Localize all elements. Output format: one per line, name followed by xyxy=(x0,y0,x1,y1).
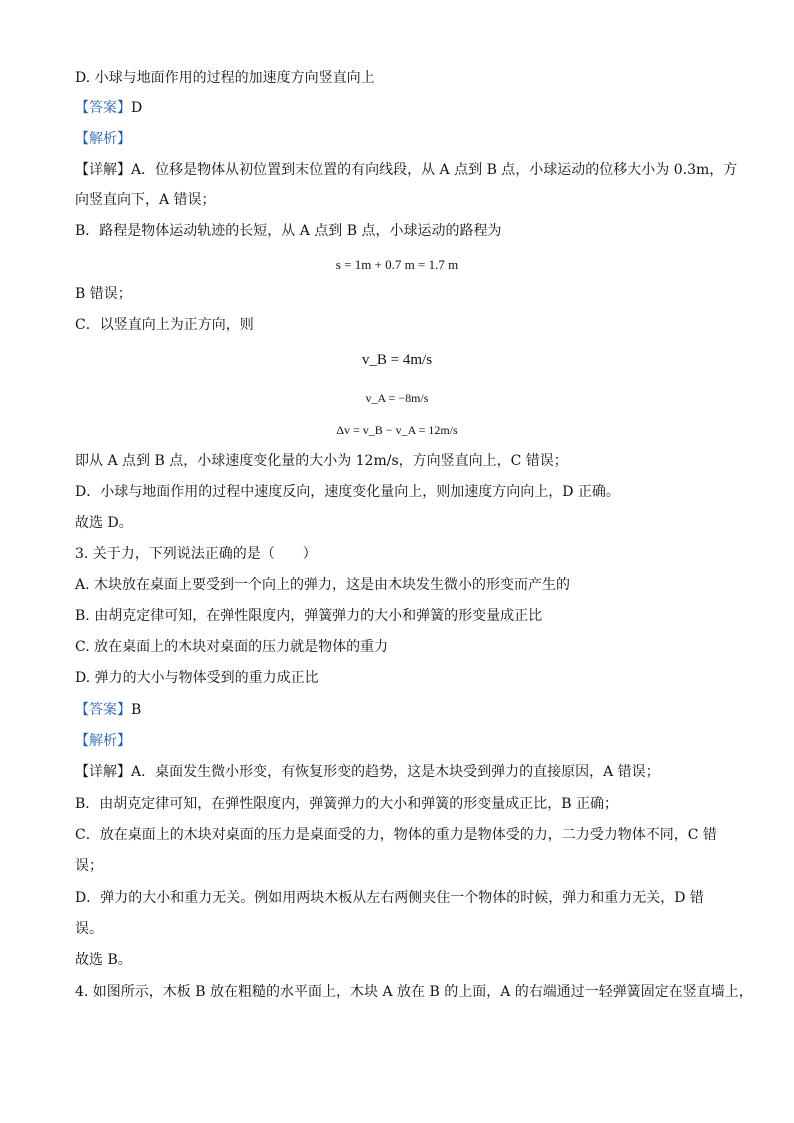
q2-detail-c-line1: C．以竖直向上为正方向，则 xyxy=(75,317,254,333)
detail-tag: 【详解】 xyxy=(75,162,131,178)
q3-detail-b: B．由胡克定律可知，在弹性限度内，弹簧弹力的大小和弹簧的形变量成正比，B 正确； xyxy=(75,796,619,812)
q3-option-c: C. 放在桌面上的木块对桌面的压力就是物体的重力 xyxy=(75,639,389,655)
q3-detail-d-line2: 误。 xyxy=(75,921,103,937)
q2-equation-vb: v_B = 4m/s xyxy=(361,352,433,368)
q3-option-d: D. 弹力的大小与物体受到的重力成正比 xyxy=(75,670,319,686)
q3-conclusion: 故选 B。 xyxy=(75,952,132,968)
q3-detail-a xyxy=(75,762,734,782)
q2-equation-dv: Δv = v_B − v_A = 12m/s xyxy=(336,423,458,437)
q2-detail-c-line2: 即从 A 点到 B 点，小球速度变化量的大小为 12m/s，方向竖直向上，C 错误； xyxy=(75,453,568,469)
detail-a-text: A．桌面发生微小形变，有恢复形变的趋势，这是木块受到弹力的直接原因，A 错误； xyxy=(131,764,660,780)
q3-answer xyxy=(75,700,734,720)
answer-value: D xyxy=(131,100,143,116)
q3-analysis-tag: 【解析】 xyxy=(75,733,131,749)
answer-tag: 【答案】 xyxy=(75,702,131,718)
q2-answer xyxy=(75,98,734,118)
q2-detail-b-line1: B．路程是物体运动轨迹的长短，从 A 点到 B 点，小球运动的路程为 xyxy=(75,223,502,239)
q2-option-d: D. 小球与地面作用的过程的加速度方向竖直向上 xyxy=(75,70,375,86)
q3-option-b: B. 由胡克定律可知，在弹性限度内，弹簧弹力的大小和弹簧的形变量成正比 xyxy=(75,608,543,624)
q2-equation-path: s = 1m + 0.7 m = 1.7 m xyxy=(335,257,459,272)
q2-detail-a-line1: 【详解】A．位移是物体从初位置到末位置的有向线段，从 A 点到 B 点，小球运动的位移大小为 0.3m，方 xyxy=(75,162,738,178)
detail-tag: 【详解】 xyxy=(75,764,131,780)
q3-detail-c-line1: C．放在桌面上的木块对桌面的压力是桌面受的力，物体的重力是物体受的力，二力受力物体不同，C 错 xyxy=(75,827,717,843)
answer-value: B xyxy=(131,702,142,718)
q3-detail-c-line2: 误； xyxy=(75,858,103,874)
q3-stem: 3. 关于力，下列说法正确的是（ ） xyxy=(75,546,317,562)
q3-option-a: A. 木块放在桌面上要受到一个向上的弹力，这是由木块发生微小的形变而产生的 xyxy=(75,577,571,593)
q4-stem: 4. 如图所示，木板 B 放在粗糙的水平面上，木块 A 放在 B 的上面，A 的右端通过一轻弹簧固定在竖直墙上， xyxy=(75,984,753,1000)
q2-conclusion: 故选 D。 xyxy=(75,515,133,531)
q2-analysis-tag: 【解析】 xyxy=(75,131,131,147)
q2-detail-d: D．小球与地面作用的过程中速度反向，速度变化量向上，则加速度方向向上，D 正确。 xyxy=(75,484,620,500)
answer-tag: 【答案】 xyxy=(75,100,131,116)
q2-detail-a-line2: 向竖直向下，A 错误； xyxy=(75,192,216,208)
q2-detail-b-line2: B 错误； xyxy=(75,286,132,302)
q2-equation-va: v_A = −8m/s xyxy=(365,391,429,405)
q3-detail-d-line1: D．弹力的大小和重力无关。例如用两块木板从左右两侧夹住一个物体的时候，弹力和重力无关，D 错 xyxy=(75,890,704,906)
